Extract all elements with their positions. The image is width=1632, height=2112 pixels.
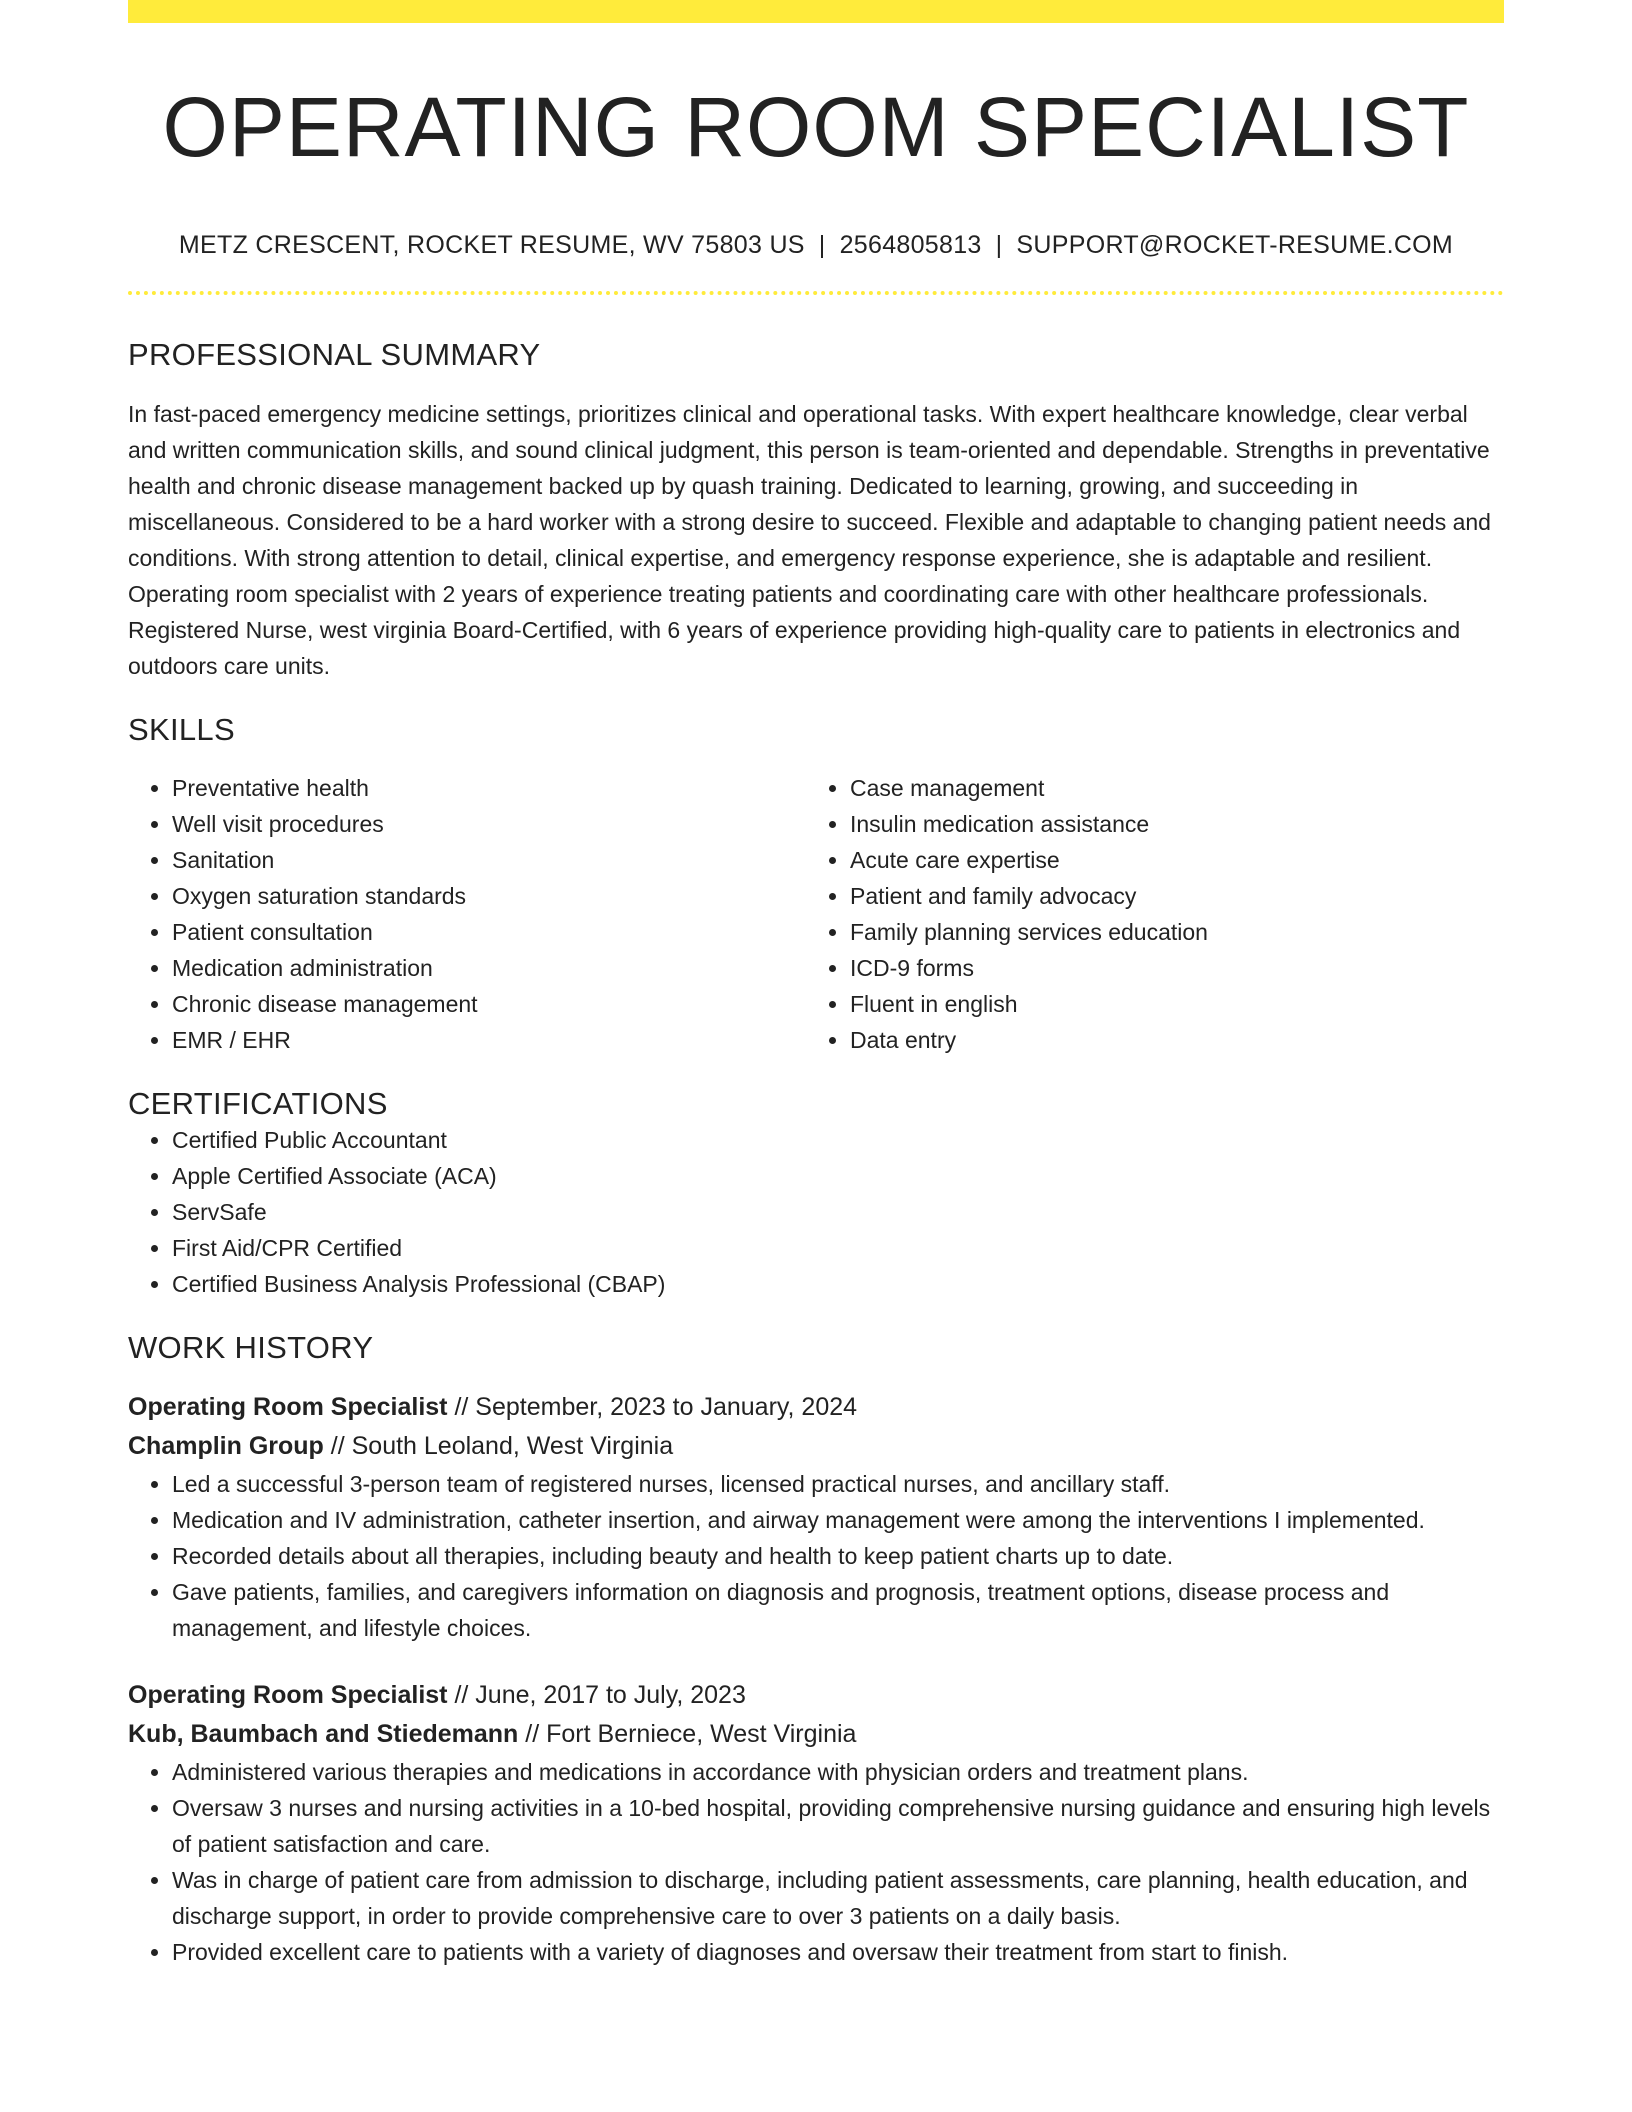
certification-item: • Apple Certified Associate (ACA) <box>172 1158 1504 1194</box>
job-bullet: • Medication and IV administration, catheter insertion, and airway management were among the interventions I implemented. <box>172 1502 1504 1538</box>
skill-item: • Case management <box>850 770 1484 806</box>
resume-page <box>128 0 1504 1970</box>
skills-heading: SKILLS <box>128 712 235 748</box>
job-company: Champlin Group <box>128 1432 324 1461</box>
contact-email: SUPPORT@ROCKET-RESUME.COM <box>1016 231 1454 260</box>
skills-list-right <box>806 770 1484 1058</box>
skill-item: • Insulin medication assistance <box>850 806 1484 842</box>
job-location: // South Leoland, West Virginia <box>323 1432 674 1461</box>
job-bullet: • Was in charge of patient care from admission to discharge, including patient assessments, care planning, health education, and discharge support, in order to provide comprehensive care to over 3 patients on a daily basis. <box>172 1862 1504 1934</box>
job-bullet: • Administered various therapies and medications in accordance with physician orders and treatment plans. <box>172 1754 1504 1790</box>
resume-title: OPERATING ROOM SPECIALIST <box>162 80 1470 174</box>
skill-item: • Well visit procedures <box>172 806 806 842</box>
skill-item: • Preventative health <box>172 770 806 806</box>
skill-item: • EMR / EHR <box>172 1022 806 1058</box>
contact-separator: | <box>995 231 1003 260</box>
skill-item: • Patient and family advocacy <box>850 878 1484 914</box>
contact-separator: | <box>818 231 826 260</box>
skill-item: • Patient consultation <box>172 914 806 950</box>
job-dates: // June, 2017 to July, 2023 <box>447 1681 746 1710</box>
skill-item: • Oxygen saturation standards <box>172 878 806 914</box>
contact-address: METZ CRESCENT, ROCKET RESUME, WV 75803 US <box>178 231 805 260</box>
skill-item: • Medication administration <box>172 950 806 986</box>
job-company: Kub, Baumbach and Stiedemann <box>128 1720 519 1749</box>
summary-text: In fast-paced emergency medicine settings, prioritizes clinical and operational tasks. With expert healthcare knowledge, clear verbal and written communication skills, and sound clinical judgment, this person is team-oriented and dependable. Strengths in preventative health and chronic disease management backed up by quash training. Dedicated to learning, growing, and succeeding in miscellaneous. Considered to be a hard worker with a strong desire to succeed. Flexible and adaptable to changing patient needs and conditions. With strong attention to detail, clinical expertise, and emergency response experience, she is adaptable and resilient. Operating room specialist with 2 years of experience treating patients and coordinating care with other healthcare professionals. Registered Nurse, west virginia Board-Certified, with 6 years of experience providing high-quality care to patients in electronics and outdoors care units. <box>128 401 1491 680</box>
job-role: Operating Room Specialist <box>128 1681 448 1710</box>
job-bullets <box>128 1466 1504 1646</box>
work-history-heading: WORK HISTORY <box>128 1330 374 1366</box>
job-company-line <box>128 1715 1504 1754</box>
skill-item: • Data entry <box>850 1022 1484 1058</box>
certifications-list <box>128 1122 1504 1302</box>
certification-item: • Certified Public Accountant <box>172 1122 1504 1158</box>
job-company-line <box>128 1427 1504 1466</box>
skill-item: • Family planning services education <box>850 914 1484 950</box>
job-role-line <box>128 1388 1504 1427</box>
job-dates: // September, 2023 to January, 2024 <box>447 1393 858 1422</box>
job-role-line <box>128 1676 1504 1715</box>
job-bullet: • Provided excellent care to patients with a variety of diagnoses and oversaw their treatment from start to finish. <box>172 1934 1504 1970</box>
header-divider <box>128 291 1504 295</box>
job-entry <box>128 1676 1504 1970</box>
certification-item: • ServSafe <box>172 1194 1504 1230</box>
job-bullet: • Oversaw 3 nurses and nursing activities in a 10-bed hospital, providing comprehensive nursing guidance and ensuring high levels of patient satisfaction and care. <box>172 1790 1504 1862</box>
job-bullet: • Gave patients, families, and caregivers information on diagnosis and prognosis, treatment options, disease process and management, and lifestyle choices. <box>172 1574 1504 1646</box>
skills-list-left <box>128 770 806 1058</box>
accent-bar <box>128 0 1504 23</box>
skill-item: • Chronic disease management <box>172 986 806 1022</box>
skills-grid <box>128 770 1504 1058</box>
job-bullet: • Recorded details about all therapies, including beauty and health to keep patient charts up to date. <box>172 1538 1504 1574</box>
job-bullets <box>128 1754 1504 1970</box>
certification-item: • First Aid/CPR Certified <box>172 1230 1504 1266</box>
job-role: Operating Room Specialist <box>128 1393 448 1422</box>
contact-line <box>128 231 1504 260</box>
summary-heading: PROFESSIONAL SUMMARY <box>128 337 541 373</box>
skill-item: • Fluent in english <box>850 986 1484 1022</box>
certification-item: • Certified Business Analysis Professional (CBAP) <box>172 1266 1504 1302</box>
certifications-heading: CERTIFICATIONS <box>128 1086 388 1122</box>
skill-item: • Sanitation <box>172 842 806 878</box>
contact-phone: 2564805813 <box>839 231 982 260</box>
skill-item: • Acute care expertise <box>850 842 1484 878</box>
job-location: // Fort Berniece, West Virginia <box>518 1720 857 1749</box>
skill-item: • ICD-9 forms <box>850 950 1484 986</box>
job-entry <box>128 1388 1504 1646</box>
job-bullet: • Led a successful 3-person team of registered nurses, licensed practical nurses, and ancillary staff. <box>172 1466 1504 1502</box>
